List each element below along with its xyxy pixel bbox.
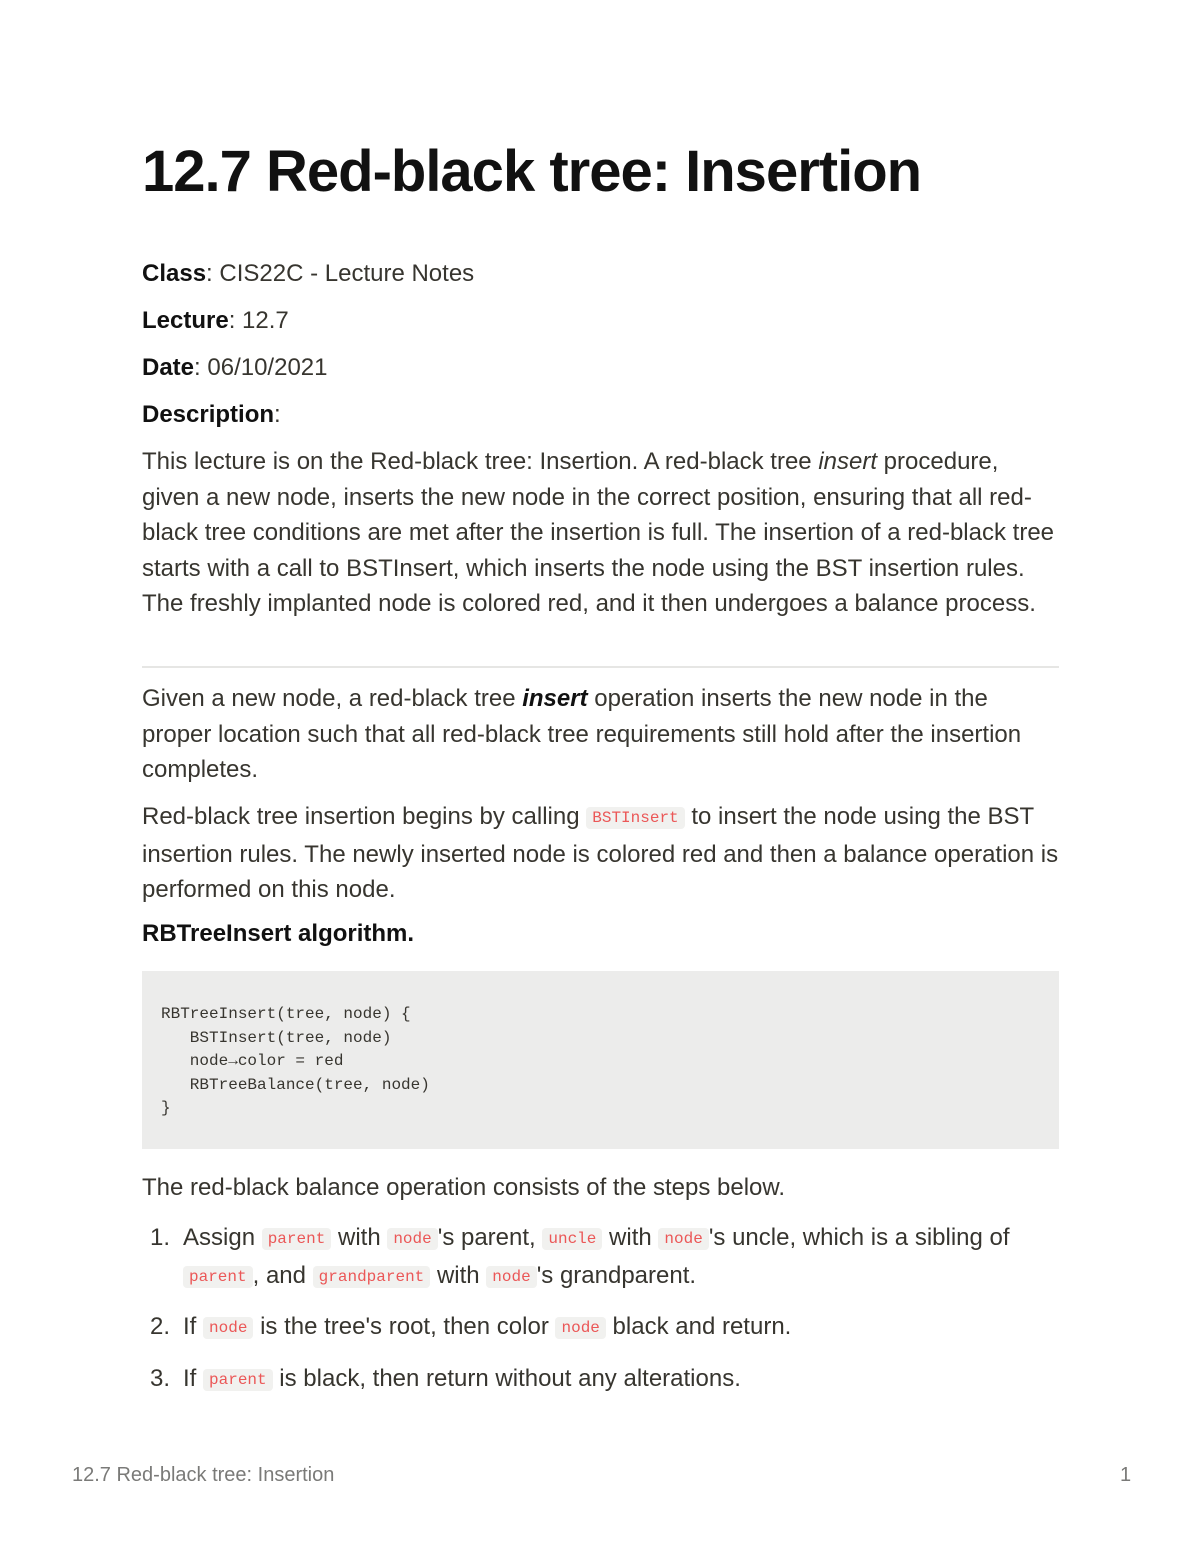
step-text: with (602, 1224, 659, 1251)
body-p2-text: Red-black tree insertion begins by calling (142, 803, 587, 830)
list-item (142, 1220, 1042, 1295)
meta-description-label: Description (142, 401, 275, 428)
body-p2-text-rest: to insert the node using the BST insertion rules. The newly inserted node is colored red and then a balance operation is performed on this node. (142, 803, 1059, 903)
step-text: with (430, 1261, 487, 1289)
body-p1-emphasis: insert (522, 685, 588, 712)
meta-lecture-label: Lecture (142, 307, 229, 334)
list-number: 1. (150, 1224, 171, 1251)
step-text: If (183, 1364, 204, 1392)
step-text: is black, then return without any alterations. (272, 1364, 741, 1392)
body-paragraph-3 (142, 1170, 1059, 1206)
meta-date: Date: 06/10/2021 (142, 354, 328, 381)
meta-date-value: 06/10/2021 (207, 354, 328, 381)
inline-code: node (658, 1228, 708, 1250)
body-p3-text: The red-black balance operation consists of the steps below. (142, 1174, 786, 1201)
code-line: RBTreeBalance(tree, node) (161, 1075, 430, 1094)
inline-code: grandparent (313, 1266, 431, 1288)
body-p1-text: Given a new node, a red-black tree (142, 685, 523, 712)
steps-list (142, 1220, 1042, 1412)
inline-code: parent (183, 1266, 253, 1288)
inline-code: parent (203, 1369, 273, 1391)
algorithm-heading: RBTreeInsert algorithm. (142, 920, 415, 947)
step-text: 's grandparent. (536, 1261, 697, 1289)
inline-code: parent (262, 1228, 332, 1250)
divider (142, 666, 1059, 668)
body-p1-text-rest: operation inserts the new node in the proper location such that all red-black tree requirements still hold after the insertion completes. (142, 685, 1022, 783)
description-paragraph (142, 444, 1059, 622)
code-line: BSTInsert(tree, node) (161, 1028, 392, 1047)
step-text: 's parent, (437, 1224, 543, 1251)
code-line: RBTreeInsert(tree, node) { (161, 1005, 411, 1023)
description-emphasis: insert (818, 448, 878, 475)
step-text: If (183, 1313, 204, 1340)
code-block (142, 971, 1059, 1149)
inline-code: node (203, 1317, 253, 1339)
inline-code: node (486, 1266, 536, 1288)
body-paragraph-1 (142, 681, 1059, 788)
code-line: } (161, 1099, 171, 1117)
footer-title: 12.7 Red-black tree: Insertion (72, 1464, 335, 1486)
page-number: 1 (1120, 1464, 1132, 1486)
inline-code: node (555, 1317, 605, 1339)
body-paragraph-2 (142, 799, 1059, 908)
list-number: 3. (150, 1364, 171, 1392)
step-text: 's uncle, which is a sibling of (708, 1224, 1010, 1251)
meta-description: Description: (142, 401, 281, 428)
description-text: This lecture is on the Red-black tree: Insertion. A red-black tree (142, 448, 819, 475)
step-text: with (331, 1224, 388, 1251)
meta-lecture-value: 12.7 (242, 307, 289, 334)
step-text: Assign (183, 1224, 262, 1251)
inline-code: node (387, 1228, 437, 1250)
meta-lecture: Lecture: 12.7 (142, 307, 289, 334)
list-item (142, 1309, 1042, 1347)
meta-date-label: Date (142, 354, 195, 381)
step-text: black and return. (605, 1313, 792, 1340)
list-number: 2. (150, 1313, 171, 1340)
step-text: is the tree's root, then color (253, 1313, 556, 1340)
inline-code: BSTInsert (586, 807, 684, 829)
inline-code: uncle (542, 1228, 602, 1250)
description-text-rest: procedure, given a new node, inserts the new node in the correct position, ensuring that all red-black tree conditions are met after the insertion is full. The insertion of a red-black tree starts with a call to BSTInsert, which inserts the node using the BST insertion rules. The freshly implanted node is colored red, and it then undergoes a balance process. (142, 448, 1055, 617)
step-text: , and (252, 1261, 313, 1289)
page-title: 12.7 Red-black tree: Insertion (142, 139, 922, 204)
list-item (142, 1361, 1042, 1399)
code-line: node→color = red (161, 1052, 344, 1070)
meta-class: Class: CIS22C - Lecture Notes (142, 260, 475, 287)
code-content (161, 1003, 430, 1121)
meta-class-value: CIS22C - Lecture Notes (219, 260, 475, 287)
meta-class-label: Class (142, 260, 207, 287)
